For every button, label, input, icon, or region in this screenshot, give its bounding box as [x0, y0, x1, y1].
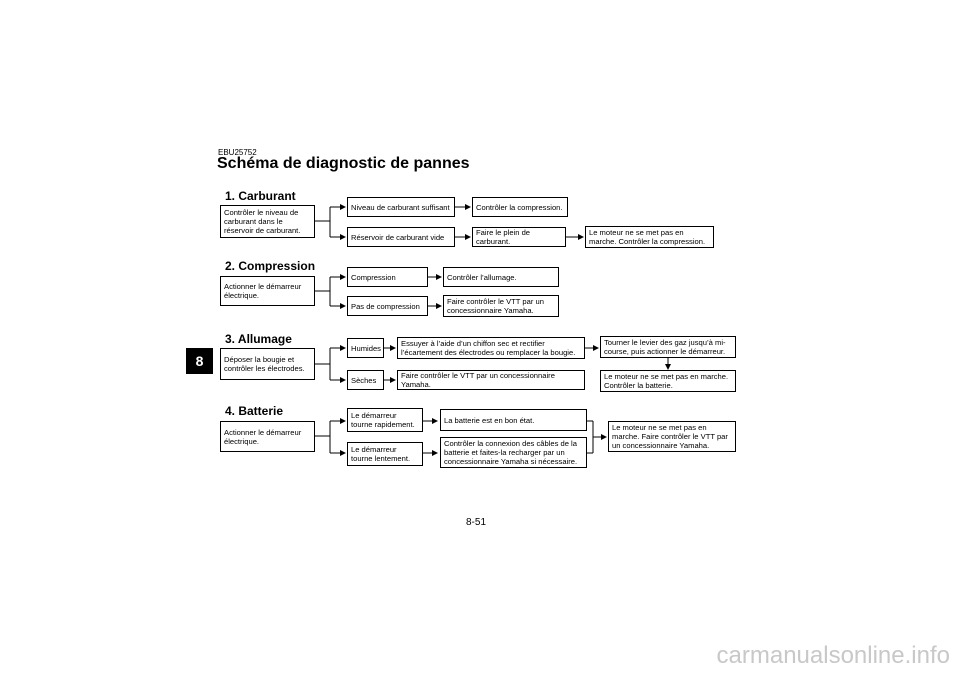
ignition-final-check-battery: Le moteur ne se met pas en marche. Contrôler la batterie.: [600, 370, 736, 392]
page-number: 8-51: [466, 517, 487, 528]
fuel-result-check-compression: Contrôler la compression.: [472, 197, 568, 217]
battery-branch-fast: Le démarreur tourne rapidement.: [347, 408, 423, 432]
page-title: Schéma de diagnostic de pannes: [217, 155, 470, 172]
compression-branch-no: Pas de compression: [347, 296, 428, 316]
fuel-start-box: Contrôler le niveau de carburant dans le réservoir de carburant.: [220, 205, 315, 238]
fuel-result-refuel: Faire le plein de carburant.: [472, 227, 566, 247]
chapter-tab: 8: [186, 348, 213, 374]
ignition-branch-dry: Sèches: [347, 370, 384, 390]
battery-branch-slow: Le démarreur tourne lentement.: [347, 442, 423, 466]
section-heading-carburant: 1. Carburant: [225, 189, 296, 203]
ignition-final-throttle: Tourner le levier des gaz jusqu’à mi-course, puis actionner le démarreur.: [600, 336, 736, 358]
ignition-result-clean-plug: Essuyer à l’aide d’un chiffon sec et rectifier l’écartement des électrodes ou remplacer la bougie.: [397, 337, 585, 359]
compression-branch-yes: Compression: [347, 267, 428, 287]
compression-start-box: Actionner le démarreur électrique.: [220, 276, 315, 306]
ignition-branch-wet: Humides: [347, 338, 384, 358]
section-heading-compression: 2. Compression: [225, 259, 316, 273]
fuel-branch-sufficient: Niveau de carburant suffisant: [347, 197, 455, 217]
compression-result-check-ignition: Contrôler l’allumage.: [443, 267, 559, 287]
ignition-start-box: Déposer la bougie et contrôler les électrodes.: [220, 348, 315, 380]
fuel-final-box: Le moteur ne se met pas en marche. Contrôler la compression.: [585, 226, 714, 248]
document-code: EBU25752: [218, 148, 257, 157]
battery-result-good: La batterie est en bon état.: [440, 409, 587, 431]
battery-result-recharge: Contrôler la connexion des câbles de la batterie et faites-la recharger par un concessionnaire Yamaha si nécessaire.: [440, 437, 587, 468]
watermark: carmanualsonline.info: [716, 642, 950, 669]
section-heading-allumage: 3. Allumage: [225, 332, 292, 346]
battery-start-box: Actionner le démarreur électrique.: [220, 421, 315, 452]
section-heading-batterie: 4. Batterie: [225, 404, 284, 418]
fuel-branch-empty: Réservoir de carburant vide: [347, 227, 455, 247]
ignition-result-dealer: Faire contrôler le VTT par un concessionnaire Yamaha.: [397, 370, 585, 390]
compression-result-dealer: Faire contrôler le VTT par un concessionnaire Yamaha.: [443, 295, 559, 317]
battery-final-dealer: Le moteur ne se met pas en marche. Faire contrôler le VTT par un concessionnaire Yamaha.: [608, 421, 736, 452]
